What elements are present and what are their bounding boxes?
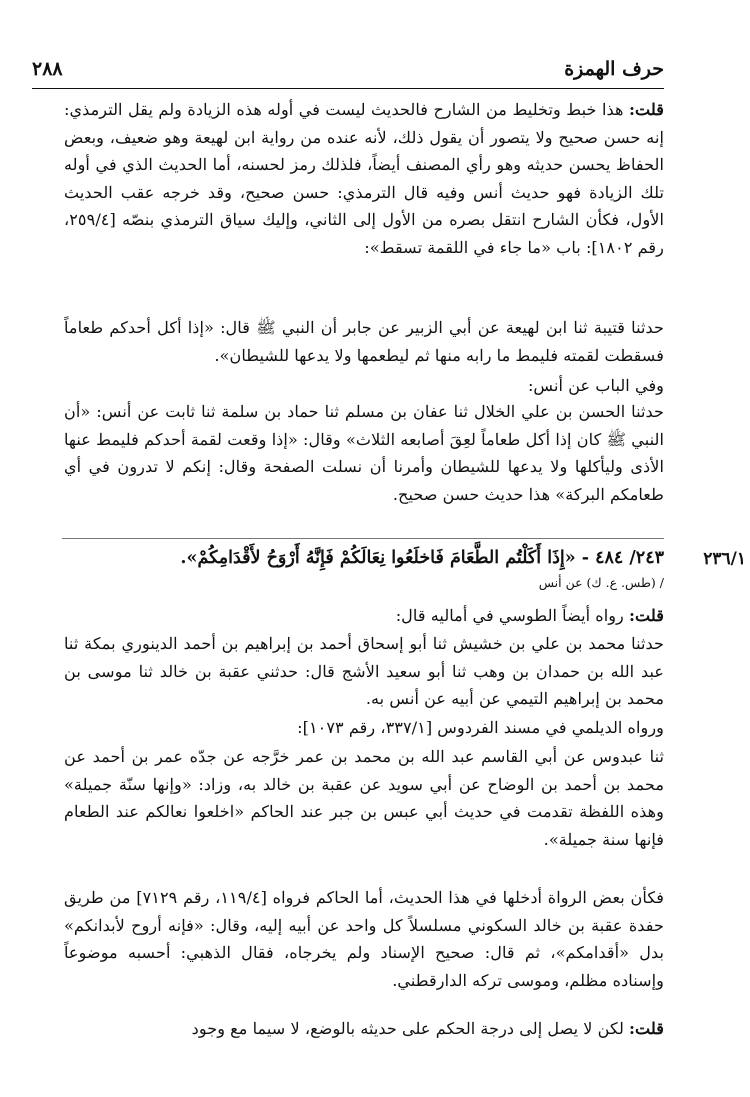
paragraph-commentary-1 — [64, 96, 664, 262]
paragraph-hakim: فكأن بعض الرواة أدخلها في هذا الحديث، أما الحاكم فرواه [١١٩/٤، رقم ٧١٢٩] من طريق حفدة عقبة بن خالد السكوني مسلسلاً كل واحد عن أبيه إليه، وقال: «فإنه أروح لأبدانكم» بدل «أقدامكم»، ثم قال: صحيح الإسناد ولم يخرجاه، فقال الذهبي: أحسبه موضوعاً وإسناده مظلم، وموسى تركه الدارقطني. — [64, 888, 664, 990]
section-divider — [62, 538, 664, 539]
paragraph-hadith-anas: حدثنا الحسن بن علي الخلال ثنا عفان بن مسلم ثنا حماد بن سلمة ثنا ثابت عن أنس: «أن النبي ﷺ كان إذا أكل طعاماً لعِقَ أصابعه الثلاث» وقال: «إذا وقعت لقمة أحدكم فليمط عنها الأذى وليأكلها ولا يدعها للشيطان وأمرنا أن نسلت الصفحة وقال: إنكم لا تدرون في أي طعامكم البركة» هذا حديث حسن صحيح. — [64, 402, 664, 504]
paragraph-anas-chapter: وفي الباب عن أنس: — [527, 376, 664, 395]
paragraph-text: لكن لا يصل إلى درجة الحكم على حديثه بالوضع، لا سيما مع وجود — [191, 1019, 624, 1038]
paragraph-isnad-daylami: ثنا عبدوس عن أبي القاسم عبد الله بن محمد بن عمر خرَّجه عن جدّه عمر بن أحمد عن محمد بن أحمد بن الوضاح عن أبي سويد عن عقبة بن خالد به، وزاد: «وإنها سنّة جميلة» وهذه اللفظة تقدمت في حديث أبي عبس بن جبر عند الحاكم «اخلعوا نعالكم عند الطعام فإنها سنة جميلة». — [64, 747, 664, 849]
page-number: ٢٨٨ — [32, 58, 63, 80]
volume-page-ref: ٢٣٦/١ — [703, 549, 746, 569]
qult-label: قلت: — [629, 606, 664, 625]
page-header — [32, 58, 664, 88]
paragraph-tusi — [64, 602, 664, 630]
paragraph-commentary-2 — [64, 1015, 664, 1043]
paragraph-text: هذا خبط وتخليط من الشارح فالحديث ليست في أوله هذه الزيادة ولم يقل الترمذي: إنه حسن صحيح ولا يتصور أن يقول ذلك، لأنه عنده من رواية ابن لهيعة وهو ضعيف، وبعض الحفاظ يحسن حديثه وهو رأي المصنف أيضاً، فلذلك رمز لحسنه، أما الحديث الذي في أوله تلك الزيادة فهو حديث أنس وفيه قال الترمذي: حسن صحيح، وقد خرجه عقب الحديث الأول، فكأن الشارح انتقل بصره من الأول إلى الثاني، وإليك سياق الترمذي بنصّه [٢٥٩/٤، رقم ١٨٠٢]: باب «ما جاء في اللقمة تسقط»: — [64, 100, 664, 257]
paragraph-hadith-jabir: حدثنا قتيبة ثنا ابن لهيعة عن أبي الزبير عن جابر أن النبي ﷺ قال: «إذا أكل أحدكم طعاماً فسقطت لقمته فليمط ما رابه منها ثم ليطعمها ولا يدعها للشيطان». — [64, 318, 664, 365]
qult-label: قلت: — [629, 1019, 664, 1038]
paragraph-isnad-tusi: حدثنا محمد بن علي بن خشيش ثنا أبو إسحاق أحمد بن إبراهيم بن أحمد الدينوري بمكة ثنا عبد الله بن حمدان بن وهب ثنا أبو سعيد الأشج قال: حدثني عقبة بن خالد ثنا موسى بن محمد بن إبراهيم التيمي عن أبيه عن أنس به. — [64, 634, 664, 709]
paragraph-daylami: ورواه الديلمي في مسند الفردوس [٣٣٧/١، رقم ١٠٧٣]: — [297, 718, 664, 737]
header-rule — [32, 88, 664, 89]
hadith-heading: ٢٤٣/ ٤٨٤ - «إِذَا أَكَلْتُم الطَّعَامَ فَاخلَعُوا نِعَالَكُمْ فَإِنَّهُ أَرْوَحُ لأَقْدَامِكُمْ». — [180, 548, 664, 568]
chapter-title: حرف الهمزة — [564, 58, 664, 80]
qult-label: قلت: — [629, 100, 664, 119]
hadith-sources: / (طس. ع. ك) عن أنس — [538, 575, 664, 590]
paragraph-text: رواه أيضاً الطوسي في أماليه قال: — [395, 606, 624, 625]
